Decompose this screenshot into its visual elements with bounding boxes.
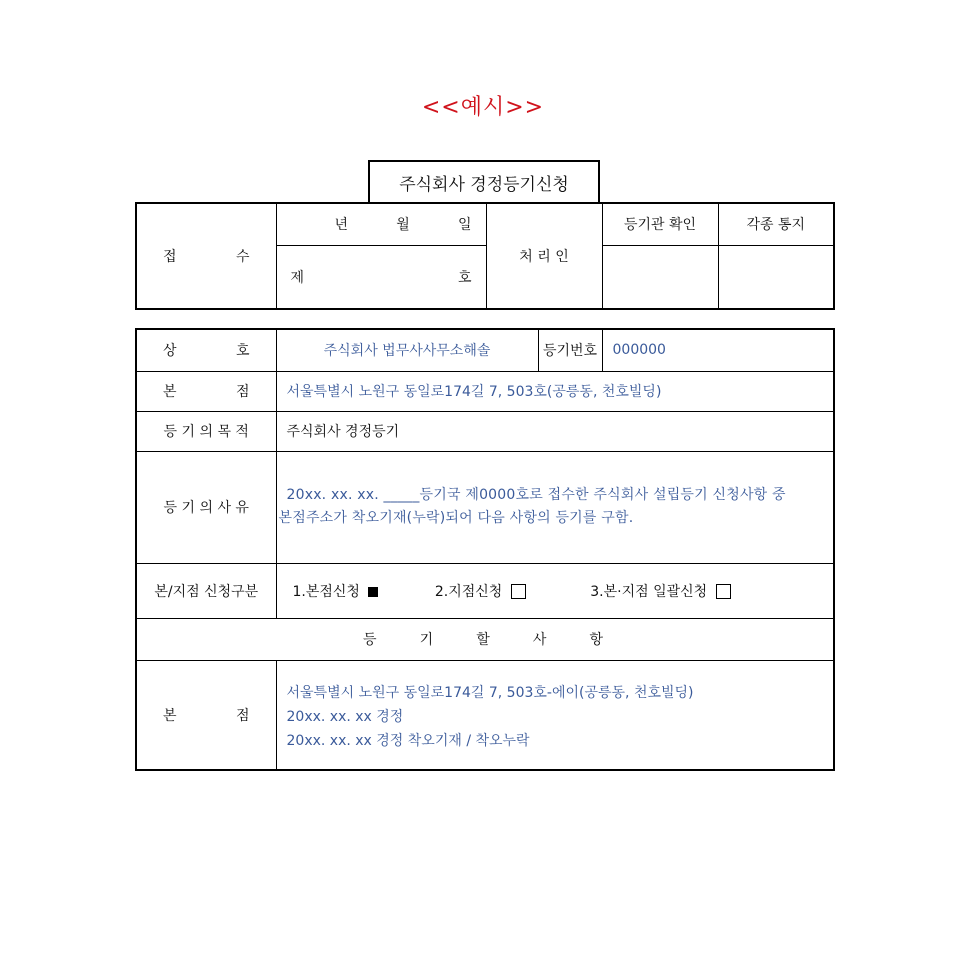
processor-cell: 처 리 인	[486, 203, 602, 309]
empty-checkbox-icon[interactable]	[716, 584, 731, 599]
reason-cell	[276, 451, 834, 563]
number-prefix: 제	[290, 269, 305, 286]
matters-label-left: 본	[163, 707, 177, 724]
registry-check-header: 등기관 확인	[602, 203, 718, 245]
year-label: 년	[334, 217, 349, 234]
month-label: 월	[396, 217, 410, 234]
matters-line-3: 20xx. xx. xx 경정 착오기재 / 착오누락	[286, 732, 530, 749]
empty-checkbox-icon[interactable]	[511, 584, 526, 599]
company-label-left: 상	[163, 343, 177, 360]
date-cell	[276, 203, 486, 245]
matters-label-cell	[136, 660, 276, 770]
example-title: <<예시>>	[421, 95, 545, 120]
reg-no-value: 000000	[602, 329, 834, 371]
matters-heading-char: 사	[532, 632, 547, 648]
receipt-table	[135, 202, 835, 310]
registry-check-cell	[602, 245, 718, 309]
matters-line-2: 20xx. xx. xx 경정	[286, 708, 404, 725]
division-option-3-label: 3.본·지점 일괄신청	[590, 583, 708, 600]
division-options	[276, 563, 834, 618]
company-label-right: 호	[235, 343, 250, 360]
receipt-label-left: 접	[163, 249, 177, 265]
matters-heading-char: 항	[589, 632, 603, 648]
reason-line-2: 본점주소가 착오기재(누락)되어 다음 사항의 등기를 구함.	[278, 510, 634, 526]
head-office-label-cell	[136, 371, 276, 411]
matters-label-right: 점	[235, 707, 250, 724]
reason-label: 등 기 의 사 유	[136, 451, 276, 563]
division-option-2-label: 2.지점신청	[434, 583, 503, 600]
application-table	[135, 328, 835, 771]
matters-heading-char: 할	[476, 632, 490, 648]
receipt-label-right: 수	[235, 249, 250, 265]
head-office-label-right: 점	[235, 384, 250, 400]
notices-header: 각종 통지	[718, 203, 834, 245]
reason-line-1: 20xx. xx. xx. _____등기국 제0000호로 접수한 주식회사 설립등기 신청사항 중	[286, 487, 786, 503]
division-label: 본/지점 신청구분	[136, 563, 276, 618]
head-office-value: 서울특별시 노원구 동일로174길 7, 503호(공릉동, 천호빌딩)	[276, 371, 834, 411]
day-label: 일	[457, 217, 472, 234]
number-suffix: 호	[457, 269, 472, 286]
matters-heading-char: 기	[419, 632, 434, 648]
division-option-head-office[interactable]	[293, 581, 379, 601]
division-option-both[interactable]	[590, 581, 730, 601]
matters-heading	[136, 618, 834, 660]
purpose-value: 주식회사 경정등기	[276, 411, 834, 451]
head-office-label-left: 본	[163, 384, 177, 400]
division-option-1-label: 1.본점신청	[292, 583, 360, 600]
company-value: 주식회사 법무사사무소해솔	[276, 329, 538, 371]
filled-square-icon	[368, 587, 378, 597]
purpose-label: 등 기 의 목 적	[136, 411, 276, 451]
matters-line-1: 서울특별시 노원구 동일로174길 7, 503호-에이(공릉동, 천호빌딩)	[286, 684, 694, 701]
division-option-branch[interactable]	[435, 581, 526, 601]
form-title: 주식회사 경정등기신청	[368, 160, 600, 202]
matters-heading-char: 등	[363, 632, 377, 648]
receipt-number-cell	[276, 245, 486, 309]
receipt-label-cell	[136, 203, 276, 309]
company-label-cell	[136, 329, 276, 371]
notices-cell	[718, 245, 834, 309]
matters-content	[276, 660, 834, 770]
reg-no-label: 등기번호	[538, 329, 602, 371]
